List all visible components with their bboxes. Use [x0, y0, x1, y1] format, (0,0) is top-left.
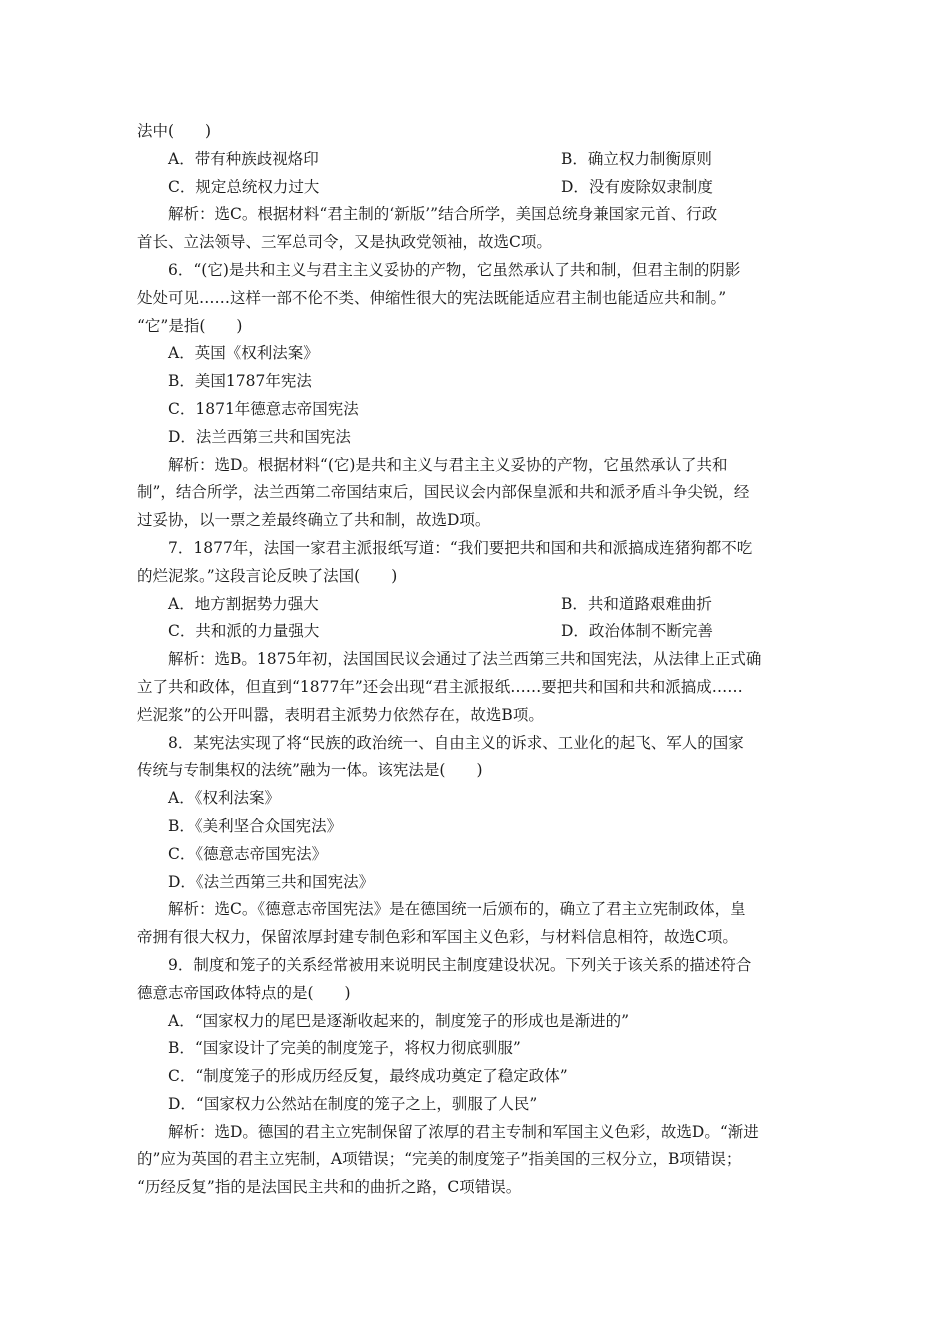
option-c: C．《德意志帝国宪法》 — [168, 844, 328, 863]
question-9-analysis-cont: 的”应为英国的君主立宪制，A项错误；“完美的制度笼子”指美国的三权分立，B项错误； — [137, 1150, 742, 1169]
option-b: B．确立权力制衡原则 — [561, 149, 712, 168]
option-a: A．《权利法案》 — [168, 789, 280, 808]
question-8-analysis: 解析：选C。《德意志帝国宪法》是在德国统一后颁布的，确立了君主立宪制政体，皇 — [168, 900, 746, 919]
question-7-options-row-2 — [137, 618, 815, 646]
question-5-stem-tail: 法中( ) — [137, 122, 212, 140]
question-7-analysis-end: 烂泥浆”的公开叫嚣，表明君主派势力依然存在，故选B项。 — [137, 705, 544, 724]
question-5-analysis-cont: 首长、立法领导、三军总司令，又是执政党领袖，故选C项。 — [137, 233, 552, 252]
question-6-stem: 6．“(它)是共和主义与君主主义妥协的产物，它虽然承认了共和制，但君主制的阴影 — [168, 260, 741, 279]
option-c: C．规定总统权力过大 — [168, 177, 320, 196]
question-6-analysis-cont: 制”，结合所学，法兰西第二帝国结束后，国民议会内部保皇派和共和派矛盾斗争尖锐，经 — [137, 483, 750, 502]
question-6-analysis: 解析：选D。根据材料“(它)是共和主义与君主主义妥协的产物，它虽然承认了共和 — [168, 455, 728, 474]
question-9-stem-cont: 德意志帝国政体特点的是( ) — [137, 983, 351, 1002]
question-7-analysis-cont: 立了共和政体，但直到“1877年”还会出现“君主派报纸……要把共和国和共和派搞成…… — [137, 677, 743, 696]
question-7-stem-cont: 的烂泥浆。”这段言论反映了法国( ) — [137, 566, 398, 585]
question-8-stem-cont: 传统与专制集权的法统”融为一体。该宪法是( ) — [137, 761, 483, 780]
question-5-options-row-1 — [137, 146, 815, 174]
question-5-analysis: 解析：选C。根据材料“君主制的‘新版’”结合所学，美国总统身兼国家元首、行政 — [168, 205, 718, 224]
question-6-analysis-end: 过妥协，以一票之差最终确立了共和制，故选D项。 — [137, 511, 491, 530]
option-b: B．共和道路艰难曲折 — [561, 594, 712, 613]
option-a: A．英国《权利法案》 — [168, 344, 319, 363]
question-6-stem-cont: 处处可见……这样一部不伦不类、伸缩性很大的宪法既能适应君主制也能适应共和制。” — [137, 288, 727, 307]
option-d: D．《法兰西第三共和国宪法》 — [168, 872, 375, 891]
option-a: A．带有种族歧视烙印 — [168, 149, 319, 168]
option-c: C．1871年德意志帝国宪法 — [168, 399, 359, 418]
option-a: A．“国家权力的尾巴是逐渐收起来的，制度笼子的形成也是渐进的” — [168, 1011, 630, 1030]
question-6-stem-end: “它”是指( ) — [137, 316, 243, 335]
option-a: A．地方割据势力强大 — [168, 594, 319, 613]
question-9-stem: 9．制度和笼子的关系经常被用来说明民主制度建设状况。下列关于该关系的描述符合 — [168, 955, 752, 974]
question-9-analysis-end: “历经反复”指的是法国民主共和的曲折之路，C项错误。 — [137, 1178, 522, 1197]
question-7-stem: 7．1877年，法国一家君主派报纸写道：“我们要把共和国和共和派搞成连猪狗都不吃 — [168, 538, 753, 557]
question-7-analysis: 解析：选B。1875年初，法国国民议会通过了法兰西第三共和国宪法，从法律上正式确 — [168, 650, 762, 669]
option-c: C．共和派的力量强大 — [168, 622, 320, 641]
question-5-options-row-2 — [137, 174, 815, 202]
option-d: D．没有废除奴隶制度 — [561, 177, 713, 196]
question-8-analysis-cont: 帝拥有很大权力，保留浓厚封建专制色彩和军国主义色彩，与材料信息相符，故选C项。 — [137, 928, 738, 947]
question-8-stem: 8．某宪法实现了将“民族的政治统一、自由主义的诉求、工业化的起飞、军人的国家 — [168, 733, 744, 752]
option-b: B．美国1787年宪法 — [168, 372, 312, 391]
option-d: D．“国家权力公然站在制度的笼子之上，驯服了人民” — [168, 1094, 538, 1113]
option-d: D．政治体制不断完善 — [561, 622, 713, 641]
option-b: B．“国家设计了完美的制度笼子，将权力彻底驯服” — [168, 1039, 521, 1058]
question-9-analysis: 解析：选D。德国的君主立宪制保留了浓厚的君主专制和军国主义色彩，故选D。“渐进 — [168, 1122, 759, 1141]
document-body — [137, 118, 815, 1202]
option-d: D．法兰西第三共和国宪法 — [168, 427, 351, 446]
question-7-options-row-1 — [137, 591, 815, 619]
option-b: B．《美利坚合众国宪法》 — [168, 816, 343, 835]
option-c: C．“制度笼子的形成历经反复，最终成功奠定了稳定政体” — [168, 1067, 568, 1086]
